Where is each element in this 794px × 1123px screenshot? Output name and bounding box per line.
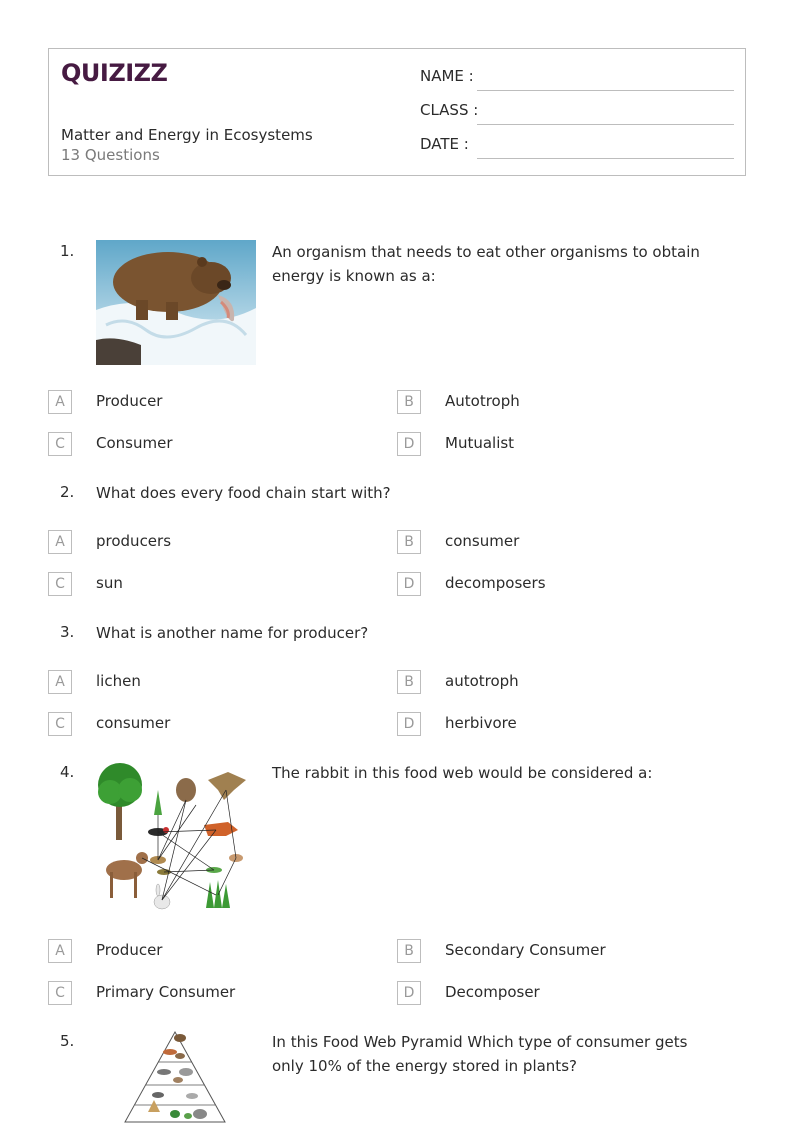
question-text: An organism that needs to eat other organisms to obtain energy is known as a: bbox=[272, 243, 700, 285]
option-text[interactable]: Decomposer bbox=[445, 983, 540, 1001]
option-box[interactable]: D bbox=[397, 981, 421, 1005]
worksheet-title: Matter and Energy in Ecosystems bbox=[61, 126, 313, 144]
option-box[interactable]: C bbox=[48, 432, 72, 456]
question-text: What does every food chain start with? bbox=[96, 484, 391, 502]
question-text: The rabbit in this food web would be considered a: bbox=[272, 764, 653, 782]
class-label: CLASS : bbox=[420, 101, 479, 119]
option-box[interactable]: A bbox=[48, 670, 72, 694]
food-web-pyramid-illustration bbox=[120, 1030, 230, 1123]
quizizz-logo: QUIZIZZ bbox=[61, 59, 168, 87]
option-box[interactable]: D bbox=[397, 432, 421, 456]
option-box[interactable]: A bbox=[48, 530, 72, 554]
option-box[interactable]: D bbox=[397, 572, 421, 596]
option-text[interactable]: consumer bbox=[96, 714, 171, 732]
option-box[interactable]: B bbox=[397, 939, 421, 963]
date-label: DATE : bbox=[420, 135, 469, 153]
option-text[interactable]: autotroph bbox=[445, 672, 519, 690]
option-text[interactable]: Autotroph bbox=[445, 392, 520, 410]
option-text[interactable]: Secondary Consumer bbox=[445, 941, 606, 959]
class-field[interactable] bbox=[420, 101, 734, 125]
question-number: 1. bbox=[60, 242, 75, 260]
option-box[interactable]: B bbox=[397, 530, 421, 554]
class-line[interactable] bbox=[477, 124, 734, 125]
name-label: NAME : bbox=[420, 67, 474, 85]
option-box[interactable]: A bbox=[48, 390, 72, 414]
bear-catching-salmon-photo bbox=[96, 240, 256, 365]
option-box[interactable]: C bbox=[48, 572, 72, 596]
option-text[interactable]: Mutualist bbox=[445, 434, 515, 452]
option-text[interactable]: consumer bbox=[445, 532, 520, 550]
option-text[interactable]: Primary Consumer bbox=[96, 983, 236, 1001]
option-box[interactable]: B bbox=[397, 670, 421, 694]
option-box[interactable]: C bbox=[48, 981, 72, 1005]
worksheet-header bbox=[48, 48, 746, 176]
option-text[interactable]: lichen bbox=[96, 672, 141, 690]
option-box[interactable]: A bbox=[48, 939, 72, 963]
question-text: What is another name for producer? bbox=[96, 624, 369, 642]
option-text[interactable]: Consumer bbox=[96, 434, 173, 452]
option-text[interactable]: producers bbox=[96, 532, 172, 550]
question-count: 13 Questions bbox=[61, 146, 160, 164]
option-box[interactable]: D bbox=[397, 712, 421, 736]
option-text[interactable]: herbivore bbox=[445, 714, 517, 732]
option-text[interactable]: Producer bbox=[96, 941, 163, 959]
option-box[interactable]: B bbox=[397, 390, 421, 414]
date-line[interactable] bbox=[477, 158, 734, 159]
question-number: 2. bbox=[60, 483, 75, 501]
question-text: In this Food Web Pyramid Which type of consumer gets only 10% of the energy stored in plants? bbox=[272, 1033, 688, 1075]
question-number: 5. bbox=[60, 1032, 75, 1050]
question-number: 3. bbox=[60, 623, 75, 641]
option-box[interactable]: C bbox=[48, 712, 72, 736]
food-web-illustration bbox=[96, 760, 256, 915]
name-field[interactable] bbox=[420, 67, 734, 91]
date-field[interactable] bbox=[420, 135, 734, 159]
option-text[interactable]: sun bbox=[96, 574, 123, 592]
option-text[interactable]: decomposers bbox=[445, 574, 546, 592]
option-text[interactable]: Producer bbox=[96, 392, 163, 410]
name-line[interactable] bbox=[477, 90, 734, 91]
question-number: 4. bbox=[60, 763, 75, 781]
